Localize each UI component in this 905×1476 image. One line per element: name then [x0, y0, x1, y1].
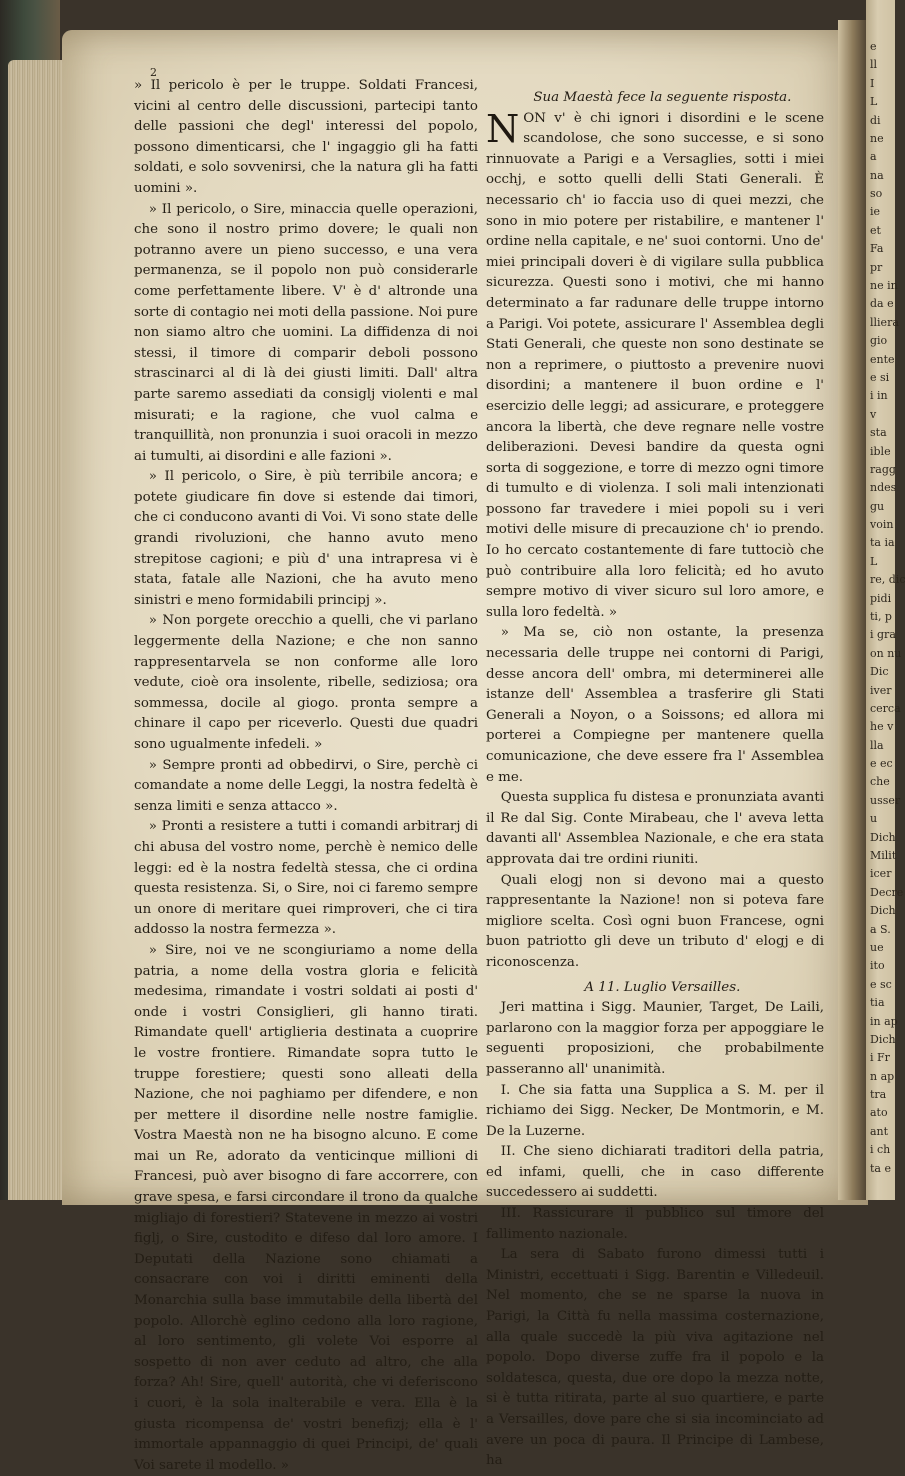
- section-paragraph-1: Jeri mattina i Sigg. Maunier, Target, De Laili, parlarono con la maggior forza per appoggiare le seguenti proposizioni, che probabilmente passeranno all' unanimità.: [486, 1000, 824, 1077]
- facing-page-fragment: ta e: [870, 1161, 891, 1175]
- facing-page-fragment: L: [870, 554, 878, 568]
- facing-page-fragment: ndes: [870, 481, 897, 495]
- facing-page-fragment: ato: [870, 1106, 888, 1120]
- facing-page-fragment: cerca: [870, 701, 901, 715]
- facing-page-fragment: e ec: [870, 757, 893, 771]
- facing-page-fragment: Milit: [870, 849, 897, 863]
- facing-page-fragment: iver: [870, 683, 892, 697]
- right-paragraph-3: Questa supplica fu distesa e pronunziata avanti il Re dal Sig. Conte Mirabeau, che l' aveva letta davanti all' Assemblea Nazionale, e che era stata approvata dai tre ordini riuniti.: [486, 790, 824, 867]
- facing-page-fragment: Dich: [870, 1032, 896, 1046]
- left-paragraph-7: » Sire, noi ve ne scongiuriamo a nome della patria, a nome della vostra gloria e felicità medesima, rimandate i vostri soldati ai posti d' onde i vostri Consiglieri, gli hanno tirati. Rimandate quell' artiglieria destinata a cuoprire le vostre frontiere. Rimandate sopra tutto le truppe forestiere; questi sono alleati della Nazione, che noi paghiamo per difendere, e non per mettere il disordine nelle nostre famiglie. Vostra Maestà non ne ha bisogno alcuno. E come mai un Re, adorato da venticinque millioni di Francesi, può aver bisogno di fare accorrere, con grave spesa, e farsi circondare il trono da qualche migliajo di forestieri? Statevene in mezzo ai vostri figlj, o Sire, custodito e difeso dal loro amore. I Deputati della Nazione sono chiamati a consacrare con voi i diritti eminenti della Monarchia sulla base immutabile della libertà del popolo. Allorchè eglino cedono alla loro ragione, al loro sentimento, gli volete Voi esporre al sospetto di non aver ceduto ad altro, che alla forza? Ah! Sire, quell' autorità, che vi deferiscono i cuori, è la sola inalterabile e vera. Ella è la giusta ricompensa de' vostri benefizj; ella è l' immortale appannaggio di quei Principi, de' quali Voi sarete il modello. »: [134, 942, 478, 1473]
- facing-page-fragment: ible: [870, 444, 891, 458]
- right-paragraph-2: » Ma se, ciò non ostante, la presenza necessaria delle truppe nei contorni di Parigi, desse ancora dell' ombra, mi determinerei alle istanze dell' Assemblea a trasferire gli Stati Generali a Noyon, o a Soissons; ed allora mi porterei a Compiegne per mantenere quella comunicazione, che deve essere fra l' Assemblea e me.: [486, 625, 824, 785]
- page-stack-edges: [8, 60, 70, 1200]
- facing-page-fragment: e: [870, 40, 877, 53]
- facing-page-fragment: ant: [870, 1124, 889, 1138]
- facing-page-fragment: ne in: [870, 279, 898, 293]
- king-response-paragraph: [486, 106, 824, 624]
- section-paragraph-2: I. Che sia fatta una Supplica a S. M. per il richiamo dei Sigg. Necker, De Montmorin, e M. De la Luzerne.: [486, 1082, 824, 1139]
- facing-page-fragment: Decre: [870, 885, 904, 899]
- facing-page-fragment: Dich: [870, 830, 896, 844]
- facing-page-fragment: ragg: [870, 462, 896, 476]
- facing-page-fragment: voin: [870, 518, 894, 532]
- facing-page-fragment: re, dic: [870, 573, 905, 587]
- facing-page-fragment: gu: [870, 499, 885, 513]
- facing-page-fragment: i Fr: [870, 1051, 890, 1065]
- left-paragraph-1: » Il pericolo è per le truppe. Soldati Francesi, vicini al centro delle discussioni, partecipi tanto delle passioni che degl' interessi del popolo, possono dimenticarsi, che l' ingaggio gli ha fatti soldati, e solo sovvenirsi, che la natura gli ha fatti uomini ».: [134, 78, 478, 196]
- facing-page-fragment: e sc: [870, 977, 892, 991]
- drop-cap: N: [486, 106, 520, 151]
- facing-page-fragment: lla: [870, 738, 884, 752]
- facing-page-fragment: et: [870, 223, 881, 237]
- facing-page-strip: [866, 0, 905, 1200]
- facing-page-fragment: tia: [870, 996, 885, 1010]
- facing-page-fragment: u: [870, 812, 878, 826]
- page-number: 2: [150, 66, 157, 79]
- facing-page-fragment: v: [870, 407, 877, 421]
- facing-page-fragment: ta ia: [870, 536, 895, 550]
- facing-page-fragment: he v: [870, 720, 894, 734]
- left-paragraph-3: » Il pericolo, o Sire, è più terribile ancora; e potete giudicare fin dove si estende dai timori, che ci conducono avanti di Voi. Vi sono state delle grandi rivoluzioni, che hanno avuto meno strepitose cagioni; e più d' una intrapresa vi è stata, fatale alle Nazioni, che ha avuto meno sinistri e meno formidabili principj ».: [134, 469, 478, 608]
- book-gutter: [838, 20, 868, 1200]
- facing-page-fragment: lliera: [870, 315, 899, 329]
- king-response-text: v' è chi ignori i disordini e le scene scandolose, che sono successe, e si sono rinnuovate a Parigi e a Versaglies, sotti i miei occhj, e sotto quelli delli Stati Generali. È necessario ch' io faccia uso di quei mezzi, che sono in mio potere per ristabilire, e mantener l' ordine nella capitale, e ne' suoi contorni. Uno de' miei principali doveri è di vigilare sulla pubblica sicurezza. Questi sono i motivi, che mi hanno determinato a far radunare delle truppe intorno a Parigi. Voi potete, assicurare l' Assemblea degli Stati Generali, che queste non sono destinate se non a reprimere, o piuttosto a prevenire nuovi disordini; a mantenere il buon ordine e l' esercizio delle leggi; ad assicurare, e proteggere ancora la libertà, che deve regnare nelle vostre deliberazioni. Devesi bandire da questa ogni sorta di soggezione, e torre di mezzo ogni timore di tumulto e di violenza. I soli mali intenzionati possono far travedere i miei popoli su i veri motivi delle misure di precauzione ch' io prendo. Io ho cercato costantemente di fare tuttociò che può contribuire alla loro felicità; ed ho avuto sempre motivo di viver sicuro sul loro amore, e sulla loro fedeltà. »: [486, 110, 824, 620]
- facing-page-fragment: a: [870, 150, 877, 164]
- facing-page-fragment: che: [870, 775, 890, 789]
- response-heading: Sua Maestà fece la seguente risposta.: [533, 90, 792, 105]
- right-column: [486, 88, 824, 1472]
- first-word-rest: ON: [523, 110, 546, 126]
- facing-page-fragment: L: [870, 95, 878, 109]
- facing-page-fragment: i in: [870, 389, 888, 403]
- facing-page-fragment: na: [870, 168, 884, 182]
- facing-page-fragment: i gra: [870, 628, 896, 642]
- left-paragraph-4: » Non porgete orecchio a quelli, che vi parlano leggermente della Nazione; e che non sanno rappresentarvela se non conforme alle loro vedute, cioè ora insolente, ribelle, sediziosa; ora sommessa, docile al giogo. pronta sempre a chinare il capo per riceverlo. Questi due quadri sono ugualmente infedeli. »: [134, 613, 478, 752]
- section-paragraph-5: La sera di Sabato furono dimessi tutti i Ministri, eccettuati i Sigg. Barentin e Villedeuil. Nel momento, che se ne sparse la nuova in Parigi, la Città fu nella massima costernazione, alla quale succedè la più viva agitazione nel popolo. Dopo diverse zuffe fra il popolo e la soldatesca, questa, due ore dopo la mezza notte, si è tutta ritirata, parte al suo quartiere, e parte a Versailles, dove pare che si sia incominciato ad avere un poca di paura. Il Principe di Lambese, ha: [486, 1247, 824, 1469]
- section-paragraph-3: II. Che sieno dichiarati traditori della patria, ed infami, quelli, che in caso differente succedessero ai suddetti.: [486, 1144, 824, 1201]
- facing-page-fragment: da e: [870, 297, 894, 311]
- facing-page-fragment: tra: [870, 1088, 887, 1102]
- left-column: [134, 76, 478, 1476]
- facing-page-fragment: Dich: [870, 904, 896, 918]
- facing-page-fragment: i ch: [870, 1143, 891, 1157]
- left-paragraph-6: » Pronti a resistere a tutti i comandi arbitrarj di chi abusa del vostro nome, perchè è nemico delle leggi: ed è la nostra fedeltà stessa, che ci ordina questa resistenza. Si, o Sire, noi ci faremo sempre un onore di meritare quei rimproveri, che ci tira addosso la nostra fermezza ».: [134, 819, 478, 938]
- facing-page-fragment: Fa: [870, 242, 884, 256]
- section-heading: A 11. Luglio Versailles.: [584, 979, 741, 995]
- right-paragraph-4: Quali elogj non si devono mai a questo rappresentante la Nazione! non si poteva fare migliore scelta. Così ogni buon Francese, ogni buon patriotto gli deve un tributo d' elogj e di riconoscenza.: [486, 872, 824, 970]
- facing-page-fragment: on nu: [870, 646, 902, 660]
- facing-page-fragment: I: [870, 76, 875, 90]
- facing-page-fragment: n ap: [870, 1069, 895, 1083]
- facing-page-fragment: sta: [870, 426, 887, 440]
- facing-page-fragment: ne: [870, 131, 884, 145]
- facing-page-fragment: pidi: [870, 591, 892, 605]
- facing-page-fragment: so: [870, 187, 883, 201]
- facing-page-fragment: icer: [870, 867, 892, 881]
- left-paragraph-2: » Il pericolo, o Sire, minaccia quelle operazioni, che sono il nostro primo dovere; le quali non potranno avere un pieno successo, e una vera permanenza, se il popolo non può considerarle come perfettamente libere. V' è d' altronde una sorte di contagio nei moti della passione. Noi pure non siamo altro che uomini. La diffidenza di noi stessi, il timore di comparir deboli possono strascinarci al di là dei giusti limiti. Dall' altra parte saremo assediati da consiglj violenti e mal misurati; e la ragione, che vuol calma e tranquillità, non pronunzia i suoi oracoli in mezzo ai tumulti, ai disordini e alle fazioni ».: [134, 201, 478, 464]
- facing-page-fragment: a S.: [870, 922, 891, 936]
- section-paragraph-4: III. Rassicurare il pubblico sul timore del fallimento nazionale.: [486, 1206, 824, 1242]
- facing-page-fragment: in ap: [870, 1014, 898, 1028]
- facing-page-fragment: ue: [870, 940, 884, 954]
- facing-page-fragment: gio: [870, 334, 888, 348]
- facing-page-fragment: e si: [870, 370, 890, 384]
- facing-page-fragment: usser: [870, 793, 901, 807]
- facing-page-fragment: Dic: [870, 665, 889, 679]
- facing-page-fragment: ti, p: [870, 610, 892, 623]
- facing-page-fragment: di: [870, 113, 881, 127]
- facing-page-fragment: ll: [870, 58, 878, 72]
- facing-page-fragment: ito: [870, 959, 885, 973]
- facing-page-fragment: ie: [870, 205, 881, 219]
- facing-page-fragment: pr: [870, 260, 883, 274]
- left-paragraph-5: » Sempre pronti ad obbedirvi, o Sire, perchè ci comandate a nome delle Leggi, la nostra fedeltà è senza limiti e senza attacco ».: [134, 757, 478, 814]
- facing-page-fragment: ente: [870, 352, 895, 366]
